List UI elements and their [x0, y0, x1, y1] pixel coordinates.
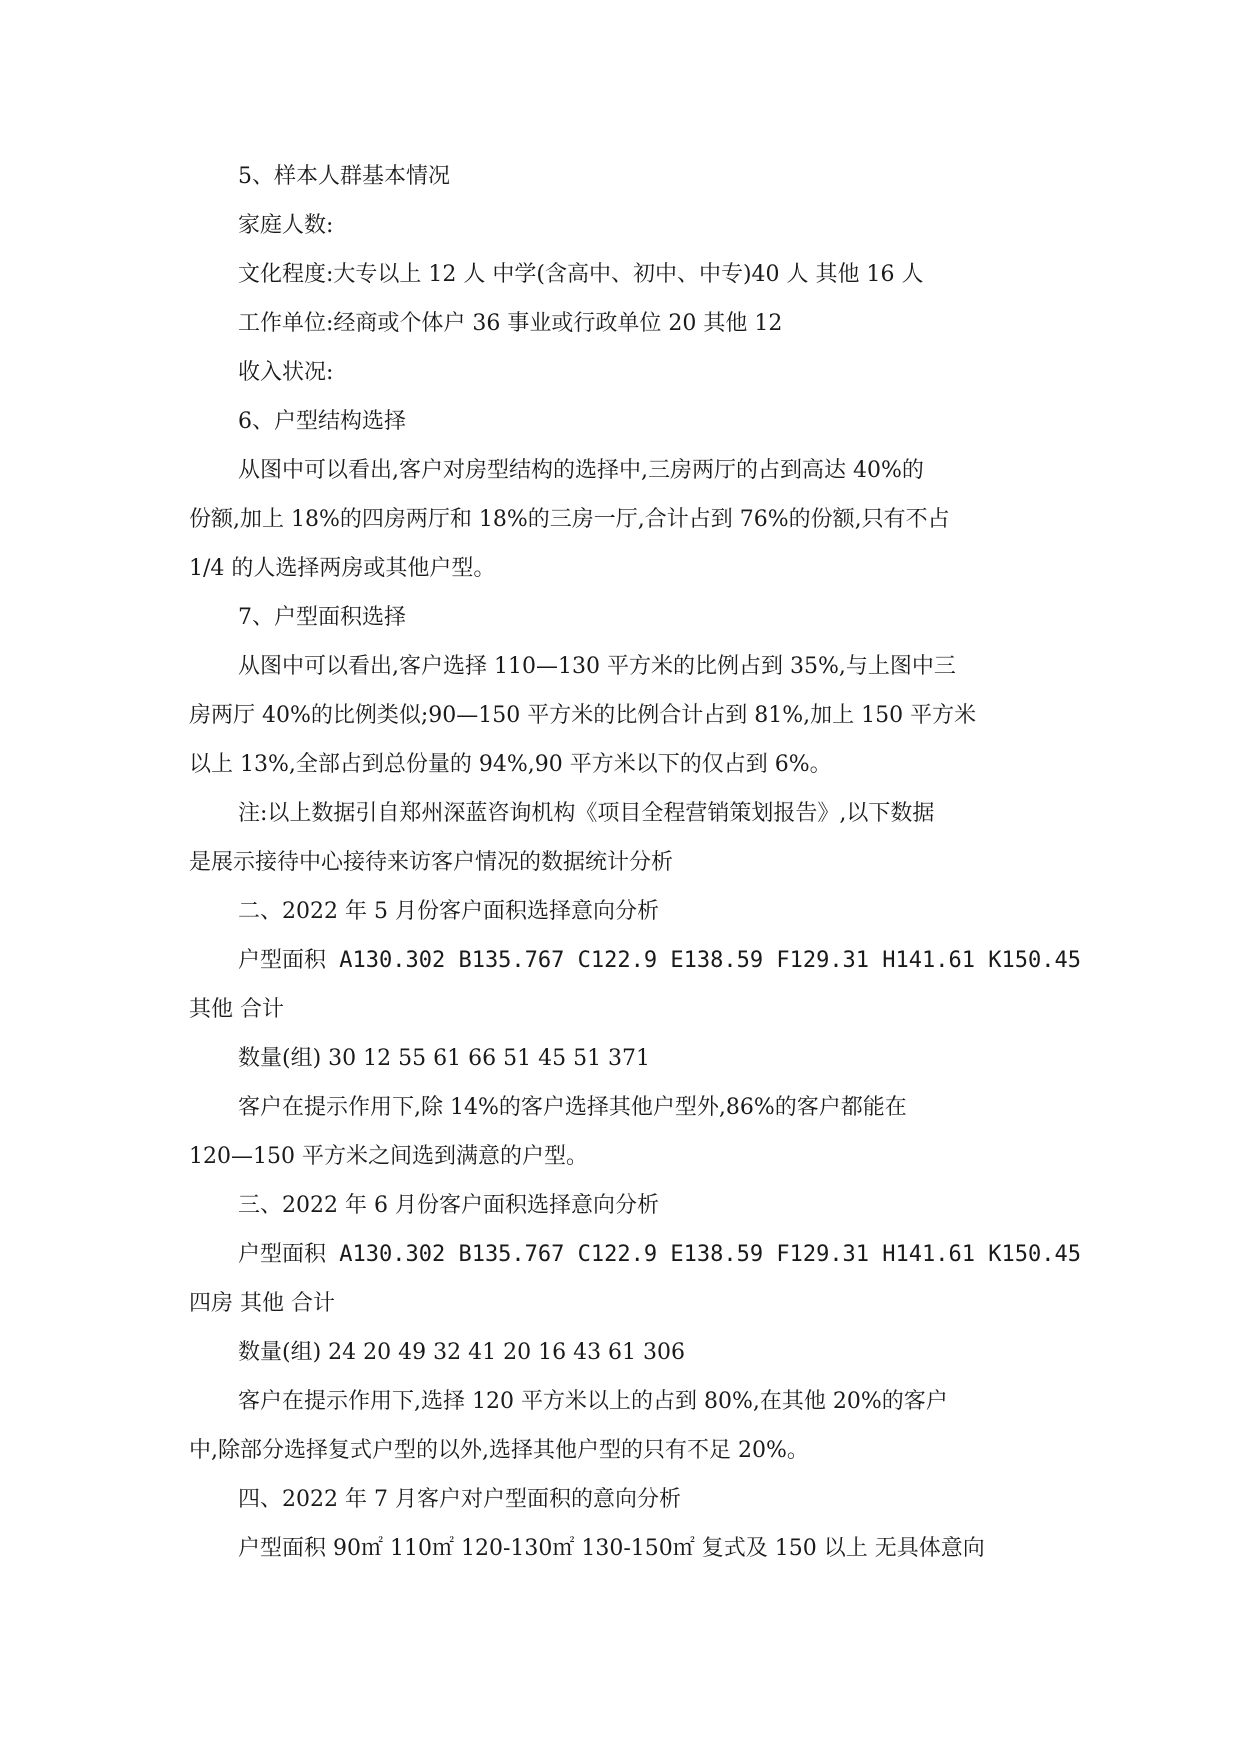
family-size-line: 家庭人数: — [238, 213, 334, 238]
june-count-row: 数量(组) 24 20 49 32 41 20 16 43 61 306 — [238, 1340, 686, 1365]
paragraph-line: 客户在提示作用下,除 14%的客户选择其他户型外,86%的客户都能在 — [238, 1095, 907, 1120]
document-body — [189, 152, 1081, 1573]
june-area-row: 户型面积 A130.302 B135.767 C122.9 E138.59 F129.31 H141.61 K150.45 — [238, 1242, 1081, 1267]
paragraph-line: 中,除部分选择复式户型的以外,选择其他户型的只有不足 20%。 — [189, 1438, 809, 1463]
may-area-row: 户型面积 A130.302 B135.767 C122.9 E138.59 F129.31 H141.61 K150.45 — [238, 948, 1081, 973]
paragraph-line: 房两厅 40%的比例类似;90—150 平方米的比例合计占到 81%,加上 150 平方米 — [189, 703, 977, 728]
section-heading-layout-area: 7、户型面积选择 — [238, 605, 406, 630]
paragraph-line: 以上 13%,全部占到总份量的 94%,90 平方米以下的仅占到 6%。 — [189, 752, 832, 777]
paragraph-line: 份额,加上 18%的四房两厅和 18%的三房一厅,合计占到 76%的份额,只有不占 — [189, 507, 950, 532]
paragraph-line: 客户在提示作用下,选择 120 平方米以上的占到 80%,在其他 20%的客户 — [238, 1389, 948, 1414]
paragraph-line: 120—150 平方米之间选到满意的户型。 — [189, 1144, 588, 1169]
section-heading-may-analysis: 二、2022 年 5 月份客户面积选择意向分析 — [238, 899, 659, 924]
education-line: 文化程度:大专以上 12 人 中学(含高中、初中、中专)40 人 其他 16 人 — [238, 262, 924, 287]
section-heading-june-analysis: 三、2022 年 6 月份客户面积选择意向分析 — [238, 1193, 659, 1218]
section-heading-layout-structure: 6、户型结构选择 — [238, 409, 406, 434]
paragraph-line: 从图中可以看出,客户对房型结构的选择中,三房两厅的占到高达 40%的 — [238, 458, 924, 483]
note-line: 是展示接待中心接待来访客户情况的数据统计分析 — [189, 850, 674, 875]
july-area-row: 户型面积 90㎡ 110㎡ 120-130㎡ 130-150㎡ 复式及 150 以上 无具体意向 — [238, 1536, 985, 1561]
june-area-row-continued: 四房 其他 合计 — [189, 1291, 335, 1316]
section-heading-july-analysis: 四、2022 年 7 月客户对户型面积的意向分析 — [238, 1487, 681, 1512]
may-count-row: 数量(组) 30 12 55 61 66 51 45 51 371 — [238, 1046, 651, 1071]
employer-line: 工作单位:经商或个体户 36 事业或行政单位 20 其他 12 — [238, 311, 783, 336]
income-line: 收入状况: — [238, 360, 334, 385]
paragraph-line: 从图中可以看出,客户选择 110—130 平方米的比例占到 35%,与上图中三 — [238, 654, 956, 679]
note-line: 注:以上数据引自郑州深蓝咨询机构《项目全程营销策划报告》,以下数据 — [238, 801, 935, 826]
may-area-row-continued: 其他 合计 — [189, 997, 284, 1022]
paragraph-line: 1/4 的人选择两房或其他户型。 — [189, 556, 496, 581]
section-heading-sample-group: 5、样本人群基本情况 — [238, 164, 450, 189]
